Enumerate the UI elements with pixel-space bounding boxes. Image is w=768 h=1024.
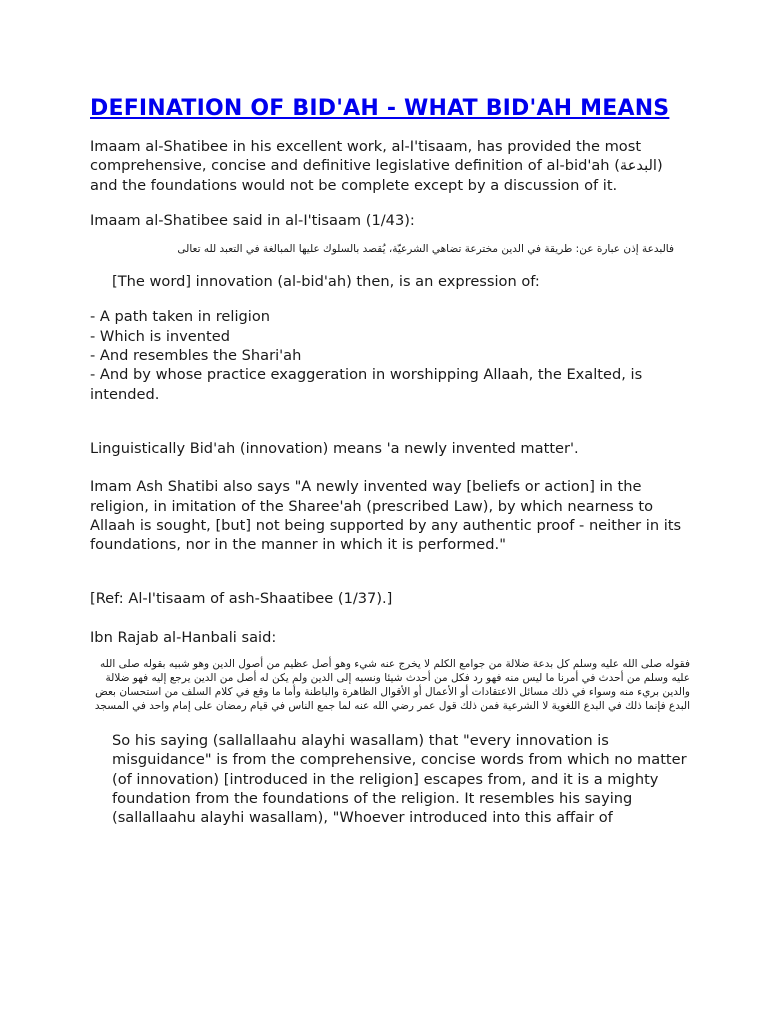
linguistic-paragraph: Linguistically Bid'ah (innovation) means 'a newly invented matter'.	[90, 439, 579, 457]
reference-paragraph: [Ref: Al-I'tisaam of ash-Shaatibee (1/37).]	[90, 590, 393, 608]
intro-paragraph: Imaam al-Shatibee in his excellent work, al-I'tisaam, has provided the most comprehensive, concise and definitive legislative definition of al-bid'ah (البدعة) and the foundations would not be complete except by a discussion of it.	[90, 138, 663, 194]
shatibee-said-paragraph: Imaam al-Shatibee said in al-I'tisaam (1/43):	[90, 211, 415, 229]
article-body	[90, 94, 690, 828]
list-item: - And by whose practice exaggeration in worshipping Allaah, the Exalted, is intended.	[90, 366, 643, 403]
ibn-rajab-paragraph: Ibn Rajab al-Hanbali said:	[90, 628, 277, 646]
ash-shatibi-paragraph: Imam Ash Shatibi also says "A newly invented way [beliefs or action] in the religion, in imitation of the Sharee'ah (prescribed Law), by which nearness to Allaah is sought, [but] not being supported by any authentic proof - neither in its foundations, nor in the manner in which it is performed."	[90, 478, 682, 554]
definition-list	[90, 307, 690, 403]
page-title: DEFINATION OF BID'AH - WHAT BID'AH MEANS	[90, 96, 670, 121]
arabic-definition: فالبدعة إذن عبارة عن: طريقة في الدين مخترعة تضاهي الشرعيّة، يُقصد بالسلوك عليها المبالغة في التعبد لله تعالى	[177, 243, 674, 256]
his-saying-paragraph: So his saying (sallallaahu alayhi wasallam) that "every innovation is misguidance" is from the comprehensive, concise words from which no matter (of innovation) [introduced in the religion] escapes from, and it is a mighty foundation from the foundations of the religion. It resembles his saying (sallallaahu alayhi wasallam), "Whoever introduced into this affair of	[112, 732, 687, 827]
list-item: - Which is invented	[90, 327, 230, 345]
list-item: - A path taken in religion	[90, 308, 271, 326]
arabic-ibn-rajab-quote: فقوله صلى الله عليه وسلم كل بدعة ضلالة من جوامع الكلم لا يخرج عنه شيء وهو أصل عظيم من أصول الدين وهو شبيه بقوله صلى الله عليه وسلم من أحدث في أمرنا ما ليس منه فهو رد فكل من أحدث شيئا ونسبه إلى الدين ولم يكن له أصل من الدين يرجع إليه فهو ضلالة والدين بريء منه وسواء في ذلك مسائل الاعتقادات أو الأعمال أو الأقوال الظاهرة والباطنة وأما ما وقع في كلام السلف من استحسان بعض البدع فإنما ذلك في البدع اللغوية لا الشرعية فمن ذلك قول عمر رضي الله عنه لما جمع الناس في قيام رمضان على إمام واحد في المسجد	[94, 658, 690, 713]
innovation-expression-paragraph: [The word] innovation (al-bid'ah) then, is an expression of:	[112, 273, 540, 291]
list-item: - And resembles the Shari'ah	[90, 347, 302, 365]
